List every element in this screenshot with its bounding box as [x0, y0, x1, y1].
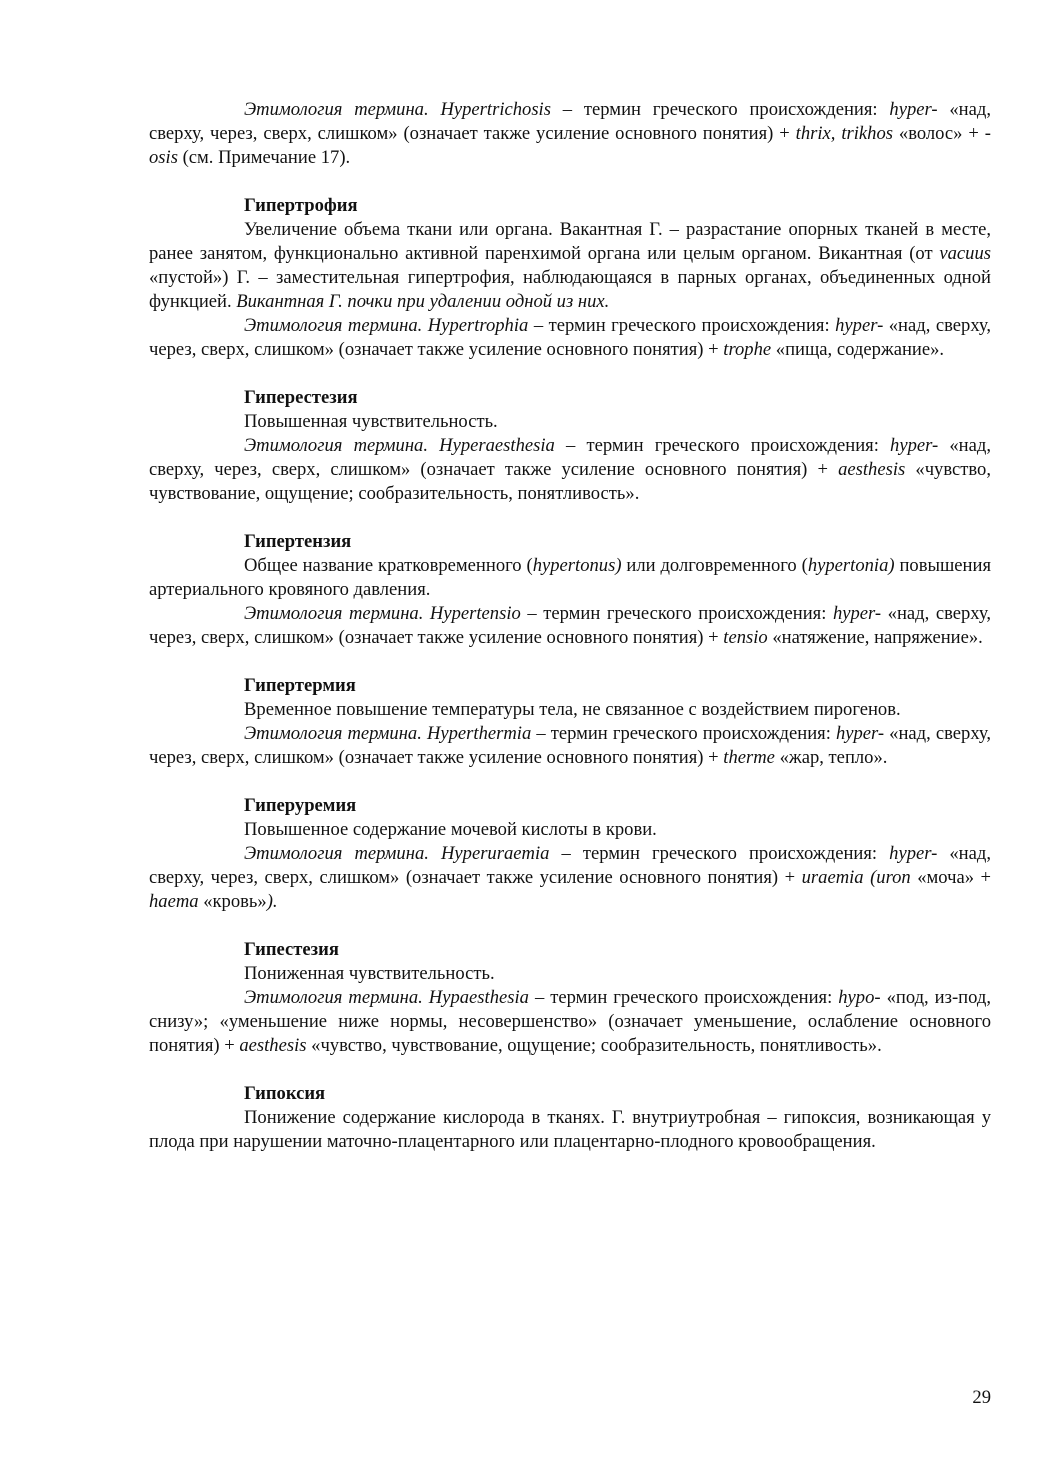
entry-term: Гиперуремия: [244, 795, 357, 816]
entry-term: Гипестезия: [244, 939, 339, 960]
entry-paragraph: [149, 602, 991, 650]
page-number: 29: [972, 1387, 991, 1408]
italic-text: uraemia (uron: [801, 867, 911, 888]
italic-text: haema: [149, 891, 199, 912]
italic-text: hyper-: [889, 99, 938, 120]
text-run: «моча» +: [910, 867, 991, 888]
text-run: «пустой») Г. – заместительная гипертрофия, наблюдающаяся в парных органах, объединенных одной функцией.: [149, 267, 991, 312]
italic-text: Этимология термина. Hypertrophia: [244, 315, 529, 336]
entry-paragraph: [149, 410, 991, 434]
entry-paragraph: [149, 986, 991, 1058]
text-run: «натяжение, напряжение».: [767, 627, 983, 648]
text-run: – термин греческого происхождения:: [528, 315, 836, 336]
italic-text: hypertonia): [807, 555, 895, 576]
text-run: – термин греческого происхождения:: [549, 843, 890, 864]
italic-text: aesthesis: [838, 459, 906, 480]
italic-text: hyper-: [835, 315, 884, 336]
text-run: «над, сверху, через, сверх, слишком» (означает также усиление основного понятия) +: [149, 315, 991, 360]
italic-text: Этимология термина. Hypertensio: [244, 603, 521, 624]
entry-term: Гиперестезия: [244, 387, 358, 408]
entry-giperesteziya: [149, 386, 991, 506]
text-run: «волос» +: [892, 123, 985, 144]
entry-hypertrichosis-etym: [149, 98, 991, 170]
text-run: Увеличение объема ткани или органа. Вакантная Г. – разрастание опорных тканей в месте, ранее занятом, функционально активной паренхимой органа или целым органом. Викантная (от: [149, 219, 991, 264]
text-run: Понижение содержание кислорода в тканях. Г. внутриутробная – гипоксия, возникающая у плода при нарушении маточно-плацентарного или плацентарно-плодного кровообращения.: [149, 1107, 991, 1152]
italic-text: hyper-: [889, 843, 938, 864]
entry-term: Гипертрофия: [244, 195, 358, 216]
italic-text: Этимология термина. Hyperthermia: [244, 723, 532, 744]
entry-gipoksiya: [149, 1082, 991, 1154]
entry-gipertenziya: [149, 530, 991, 650]
text-run: – термин греческого происхождения:: [550, 99, 890, 120]
italic-text: hypertonus): [532, 555, 622, 576]
entry-paragraph: [149, 842, 991, 914]
entry-paragraph: [149, 98, 991, 170]
entry-gipesteziya: [149, 938, 991, 1058]
text-run: «кровь»: [198, 891, 267, 912]
italic-text: therme: [723, 747, 775, 768]
text-run: «над, сверху, через, сверх, слишком» (означает также усиление основного понятия) +: [149, 435, 991, 480]
italic-text: -osis: [149, 123, 991, 168]
italic-text: hypo-: [838, 987, 881, 1008]
text-run: «жар, тепло».: [774, 747, 888, 768]
entry-paragraph: [149, 818, 991, 842]
text-run: Повышенное содержание мочевой кислоты в крови.: [244, 819, 657, 840]
entry-paragraph: [149, 698, 991, 722]
entry-term: Гипертензия: [244, 531, 352, 552]
italic-text: vacuus: [939, 243, 991, 264]
entry-paragraph: [149, 218, 991, 314]
italic-text: Этимология термина. Hyperuraemia: [244, 843, 550, 864]
text-run: – термин греческого происхождения:: [520, 603, 833, 624]
italic-text: tensio: [723, 627, 768, 648]
dictionary-entries: [149, 98, 991, 1154]
text-run: «чувство, чувствование, ощущение; сообразительность, понятливость».: [306, 1035, 882, 1056]
text-run: «чувство, чувствование, ощущение; сообразительность, понятливость».: [149, 459, 991, 504]
italic-text: hyper-: [832, 603, 882, 624]
entry-giperuremiya: [149, 794, 991, 914]
text-run: «пища, содержание».: [771, 339, 945, 360]
text-run: «над, сверху, через, сверх, слишком» (означает также усиление основного понятия) +: [149, 723, 991, 768]
text-run: (см. Примечание 17).: [177, 147, 351, 168]
italic-text: thrix, trikhos: [795, 123, 893, 144]
text-run: Временное повышение температуры тела, не связанное с воздействием пирогенов.: [244, 699, 901, 720]
entry-paragraph: [149, 434, 991, 506]
text-run: «над, сверху, через, сверх, слишком» (означает также усиление основного понятия) +: [149, 99, 991, 144]
text-run: «над, сверху, через, сверх, слишком» (означает также усиление основного понятия) +: [149, 603, 991, 648]
italic-text: Викантная Г. почки при удалении одной из них.: [236, 291, 610, 312]
entry-paragraph: [149, 962, 991, 986]
italic-text: Этимология термина. Hypaesthesia: [244, 987, 529, 1008]
text-run: – термин греческого происхождения:: [554, 435, 891, 456]
italic-text: trophe: [723, 339, 772, 360]
entry-gipertrofiya: [149, 194, 991, 362]
entry-term: Гипертермия: [244, 675, 356, 696]
italic-text: Этимология термина. Hyperaesthesia: [244, 435, 555, 456]
text-run: «над, сверху, через, сверх, слишком» (означает также усиление основного понятия) +: [149, 843, 991, 888]
italic-text: Этимология термина. Hypertrichosis: [244, 99, 551, 120]
document-page: [149, 98, 991, 1178]
entry-paragraph: [149, 722, 991, 770]
text-run: Общее название кратковременного (: [244, 555, 533, 576]
text-run: – термин греческого происхождения:: [531, 723, 836, 744]
text-run: «под, из-под, снизу»; «уменьшение ниже нормы, несовершенство» (означает уменьшение, ослабление основного понятия) +: [149, 987, 991, 1056]
italic-text: aesthesis: [239, 1035, 307, 1056]
entry-gipertermiya: [149, 674, 991, 770]
text-run: Пониженная чувствительность.: [244, 963, 495, 984]
entry-paragraph: [149, 1106, 991, 1154]
entry-paragraph: [149, 314, 991, 362]
entry-paragraph: [149, 554, 991, 602]
italic-text: ).: [266, 891, 278, 912]
italic-text: hyper-: [890, 435, 939, 456]
text-run: или долговременного (: [621, 555, 808, 576]
text-run: повышения артериального кровяного давления.: [149, 555, 991, 600]
text-run: Повышенная чувствительность.: [244, 411, 498, 432]
entry-term: Гипоксия: [244, 1083, 326, 1104]
text-run: – термин греческого происхождения:: [528, 987, 839, 1008]
italic-text: hyper-: [835, 723, 885, 744]
